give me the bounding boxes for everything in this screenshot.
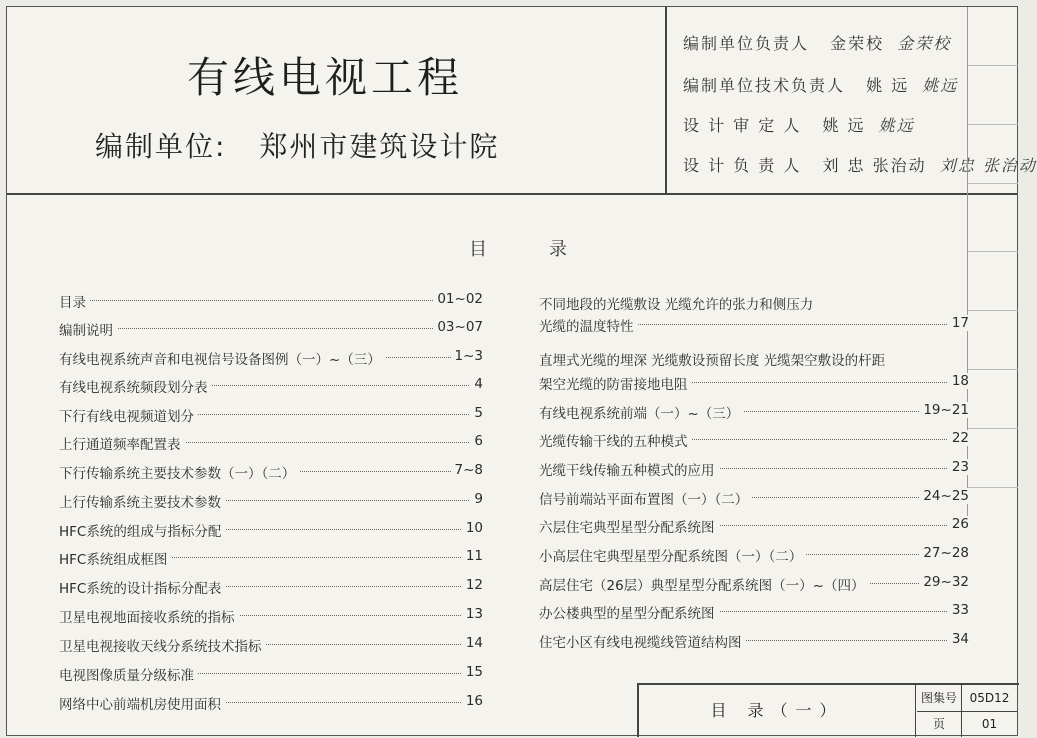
drawing-sheet: [6, 6, 1037, 736]
responsible-name: 姚 远: [822, 116, 866, 135]
organization-line: [95, 125, 499, 165]
toc-entry: [59, 548, 483, 568]
toc-entry-page: 14: [462, 635, 483, 651]
toc-entry-page: 17: [948, 315, 969, 331]
toc-entry-title: 上行通道频率配置表: [59, 437, 185, 453]
page-label: 页: [917, 712, 962, 737]
signature: 金荣校: [897, 34, 952, 53]
toc-entry-page: 29~32: [919, 574, 969, 590]
toc-entry-page: 22: [948, 430, 969, 446]
toc-entry-title: 光缆干线传输五种模式的应用: [539, 463, 719, 479]
toc-entry-title: 有线电视系统声音和电视信号设备图例（一）~（三）: [59, 352, 385, 368]
toc-entry: [539, 315, 969, 335]
organization-label: 编制单位:: [95, 130, 227, 163]
toc-entry-title: 信号前端站平面布置图（一）（二）: [539, 492, 752, 508]
toc-entry-page: 6: [470, 433, 483, 449]
responsible-persons: [667, 7, 1037, 193]
toc-entry-title: 光缆的温度特性: [539, 319, 638, 335]
toc-entry: [59, 520, 483, 540]
toc-entry: [59, 405, 483, 425]
toc-entry: [539, 349, 969, 369]
toc-entry: [59, 319, 483, 339]
toc-entry: [539, 516, 969, 536]
toc-entry: [59, 606, 483, 626]
signature: 刘忠 张治动: [939, 156, 1037, 175]
toc-entry-page: 34: [948, 631, 969, 647]
toc-entry: [539, 545, 969, 565]
toc-entry-title: HFC系统的设计指标分配表: [59, 581, 225, 597]
toc-heading-2: 录: [549, 239, 567, 260]
responsible-role: 设 计 审 定 人: [683, 116, 802, 135]
toc-entry-page: 7~8: [451, 462, 484, 478]
toc-entry-page: 1~3: [451, 348, 484, 364]
toc-entry-title: 编制说明: [59, 323, 117, 339]
toc-entry-title: 下行有线电视频道划分: [59, 409, 198, 425]
toc-entry-title: 有线电视系统前端（一）~（三）: [539, 406, 743, 422]
signature: 姚远: [922, 76, 959, 95]
toc-entry-title: 电视图像质量分级标准: [59, 668, 198, 684]
atlas-number-value: 05D12: [962, 685, 1017, 712]
toc-entry-title: HFC系统的组成与指标分配: [59, 524, 225, 540]
toc-entry-page: 03~07: [433, 319, 483, 335]
toc-entry: [59, 376, 483, 396]
responsible-role: 编制单位负责人: [683, 34, 810, 53]
toc-entry-page: 13: [462, 606, 483, 622]
toc-entry-title: HFC系统组成框图: [59, 552, 171, 568]
toc-entry: [59, 577, 483, 597]
toc-entry: [59, 491, 483, 511]
title-block: [637, 683, 1019, 737]
responsible-name: 金荣校: [830, 34, 885, 53]
toc-entry: [539, 459, 969, 479]
binding-strip-lower: [967, 193, 1018, 523]
toc-leader-dots: [59, 300, 483, 301]
toc-entry-page: 15: [462, 664, 483, 680]
toc-entry-page: 18: [948, 373, 969, 389]
responsible-role: 设 计 负 责 人: [683, 156, 802, 175]
responsible-name: 刘 忠 张治动: [822, 156, 927, 175]
toc-entry: [59, 433, 483, 453]
toc-entry-page: 10: [462, 520, 483, 536]
toc-entry: [539, 430, 969, 450]
toc-entry-page: 33: [948, 602, 969, 618]
toc-entry: [59, 462, 483, 482]
toc-entry-title: 光缆传输干线的五种模式: [539, 434, 692, 450]
toc-entry: [539, 602, 969, 622]
toc-entry-page: 9: [470, 491, 483, 507]
toc-entry-page: 01~02: [433, 291, 483, 307]
toc-leader-dots: [59, 328, 483, 329]
toc-entry-title: 高层住宅（26层）典型星型分配系统图（一）~（四）: [539, 578, 869, 594]
toc-entry-title: 直埋式光缆的埋深 光缆敷设预留长度 光缆架空敷设的杆距: [539, 353, 889, 369]
toc-entry-page: 27~28: [919, 545, 969, 561]
cover-header: [7, 7, 1037, 195]
toc-entry-title: 小高层住宅典型星型分配系统图（一）（二）: [539, 549, 806, 565]
toc-entry-title: 住宅小区有线电视缆线管道结构图: [539, 635, 746, 651]
toc-entry-title: 下行传输系统主要技术参数（一）（二）: [59, 466, 299, 482]
toc-entry-title: 目录: [59, 295, 90, 311]
atlas-number-label: 图集号: [917, 685, 962, 712]
toc-entry: [539, 373, 969, 393]
toc-entry-page: 23: [948, 459, 969, 475]
toc-entry-page: 4: [470, 376, 483, 392]
toc-entry: [539, 293, 969, 313]
toc-entry-title: 上行传输系统主要技术参数: [59, 495, 225, 511]
page-title: 有线电视工程: [187, 53, 464, 102]
toc-entry: [59, 664, 483, 684]
toc-entry-title: 有线电视系统频段划分表: [59, 380, 212, 396]
toc-entry-page: 26: [948, 516, 969, 532]
toc-entry: [539, 488, 969, 508]
responsible-row: [683, 113, 915, 136]
title-area: [7, 7, 667, 193]
toc-entry-page: 16: [462, 693, 483, 709]
toc-entry: [59, 291, 483, 311]
toc-entry: [539, 402, 969, 422]
responsible-row: [683, 73, 958, 96]
toc-entry: [539, 631, 969, 651]
responsible-name: 姚 远: [866, 76, 910, 95]
organization-name: 郑州市建筑设计院: [259, 130, 500, 163]
responsible-role: 编制单位技术负责人: [683, 76, 846, 95]
toc-entry: [539, 574, 969, 594]
toc-entry-title: 架空光缆的防雷接地电阻: [539, 377, 692, 393]
toc-entry-title: 卫星电视接收天线分系统技术指标: [59, 639, 266, 655]
toc-entry: [59, 693, 483, 713]
toc-entry-title: 卫星电视地面接收系统的指标: [59, 610, 239, 626]
toc-entry-title: 不同地段的光缆敷设 光缆允许的张力和侧压力: [539, 297, 817, 313]
toc-entry-page: 11: [462, 548, 483, 564]
toc-entry: [59, 635, 483, 655]
title-block-name: 目 录（一）: [639, 685, 916, 737]
toc-entry-page: 5: [470, 405, 483, 421]
signature: 姚远: [878, 116, 915, 135]
toc-heading-1: 目: [469, 239, 487, 260]
toc-entry-title: 六层住宅典型星型分配系统图: [539, 520, 719, 536]
toc-entry-page: 12: [462, 577, 483, 593]
toc-entry: [59, 348, 483, 368]
toc-entry-title: 办公楼典型的星型分配系统图: [539, 606, 719, 622]
toc-entry-title: 网络中心前端机房使用面积: [59, 697, 225, 713]
toc-entry-page: 24~25: [919, 488, 969, 504]
responsible-row: [683, 31, 951, 54]
toc-entry-page: 19~21: [919, 402, 969, 418]
page-value: 01: [981, 717, 998, 731]
